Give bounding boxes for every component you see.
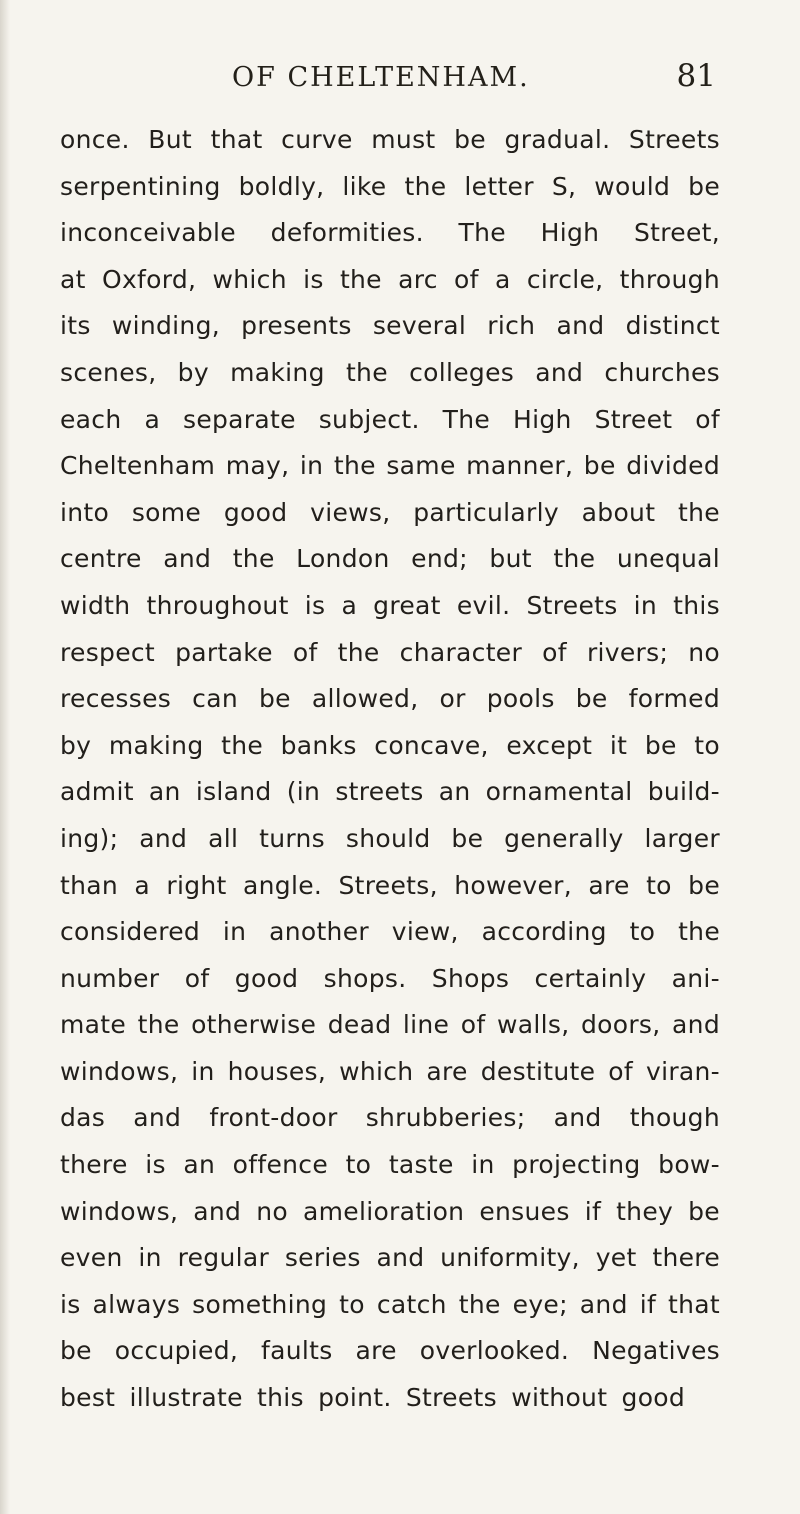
text-line: each a separate subject. The High Street of xyxy=(60,404,720,434)
text-line: width throughout is a great evil. Streets in this xyxy=(60,590,720,620)
text-line: is always something to catch the eye; and if that xyxy=(60,1289,720,1319)
text-line: than a right angle. Streets, however, are to be xyxy=(60,870,720,900)
text-line: inconceivable deformities. The High Street, xyxy=(60,218,720,248)
text-line: scenes, by making the colleges and churches xyxy=(60,357,720,387)
text-line: once. But that curve must be gradual. Streets xyxy=(60,125,720,154)
page-gutter-shadow xyxy=(0,0,10,1514)
text-line: considered in another view, according to the xyxy=(60,917,720,947)
text-line: its winding, presents several rich and distinct xyxy=(60,311,720,341)
text-line: respect partake of the character of rivers; no xyxy=(60,637,720,667)
page-number: 81 xyxy=(676,58,716,94)
text-line: be occupied, faults are overlooked. Negatives xyxy=(60,1336,720,1366)
text-line: Cheltenham may, in the same manner, be divided xyxy=(60,451,720,481)
text-line: admit an island (in streets an ornamental build- xyxy=(60,777,720,807)
text-line: there is an offence to taste in projecting bow- xyxy=(60,1150,720,1180)
body-text xyxy=(60,121,720,1426)
text-line: best illustrate this point. Streets without good xyxy=(60,1383,686,1413)
text-line: serpentining boldly, like the letter S, would be xyxy=(60,171,720,201)
text-line: by making the banks concave, except it be to xyxy=(60,730,720,760)
text-line: number of good shops. Shops certainly ani- xyxy=(60,963,720,993)
running-title: OF CHELTENHAM. xyxy=(232,62,530,93)
text-line: even in regular series and uniformity, yet there xyxy=(60,1243,720,1273)
text-line: centre and the London end; but the unequal xyxy=(60,544,720,574)
text-line: windows, in houses, which are destitute of viran- xyxy=(60,1056,720,1086)
text-line: recesses can be allowed, or pools be formed xyxy=(60,684,720,714)
running-head xyxy=(232,58,716,102)
text-line: at Oxford, which is the arc of a circle, through xyxy=(60,264,720,294)
text-line: das and front-door shrubberies; and though xyxy=(60,1103,720,1133)
text-line: into some good views, particularly about the xyxy=(60,497,720,527)
text-line: ing); and all turns should be generally larger xyxy=(60,823,720,853)
text-line: mate the otherwise dead line of walls, doors, and xyxy=(60,1010,720,1040)
text-line: windows, and no amelioration ensues if they be xyxy=(60,1196,720,1226)
